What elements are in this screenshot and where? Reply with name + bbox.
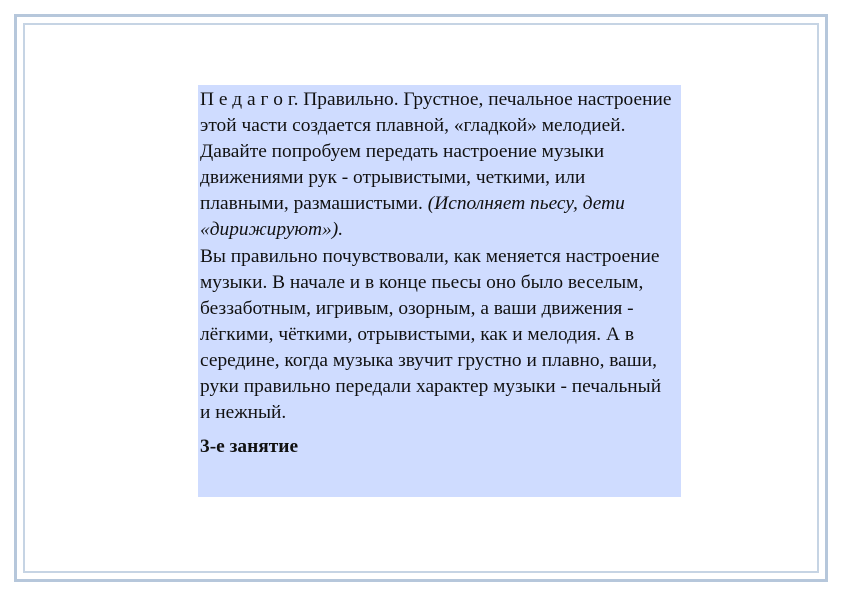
paragraph-1-text: Правильно. Грустное, печальное настроение этой части создается плавной, «гладкой» мелодией. Давайте попробуем передать настроение музыки движениями рук - отрывистыми, четкими, или плавными, размашистыми. <box>200 89 672 215</box>
paragraph-2: Вы правильно почувствовали, как меняется настроение музыки. В начале и в конце пьесы оно было веселым, беззаботным, игривым, озорным, а ваши движения - лёгкими, чёткими, отрывистыми, как и мелодия. А в середине, когда музыка звучит грустно и плавно, ваши, руки правильно передали характер музыки - печальный и нежный. <box>200 245 662 424</box>
text-box <box>198 85 681 497</box>
stage-direction: (Исполняет пьесу, дети «дирижируют»). <box>200 193 625 241</box>
speaker-label: П е д а г о г. <box>200 89 299 110</box>
paragraph-1 <box>200 87 673 244</box>
section-heading: 3-е занятие <box>200 436 299 458</box>
